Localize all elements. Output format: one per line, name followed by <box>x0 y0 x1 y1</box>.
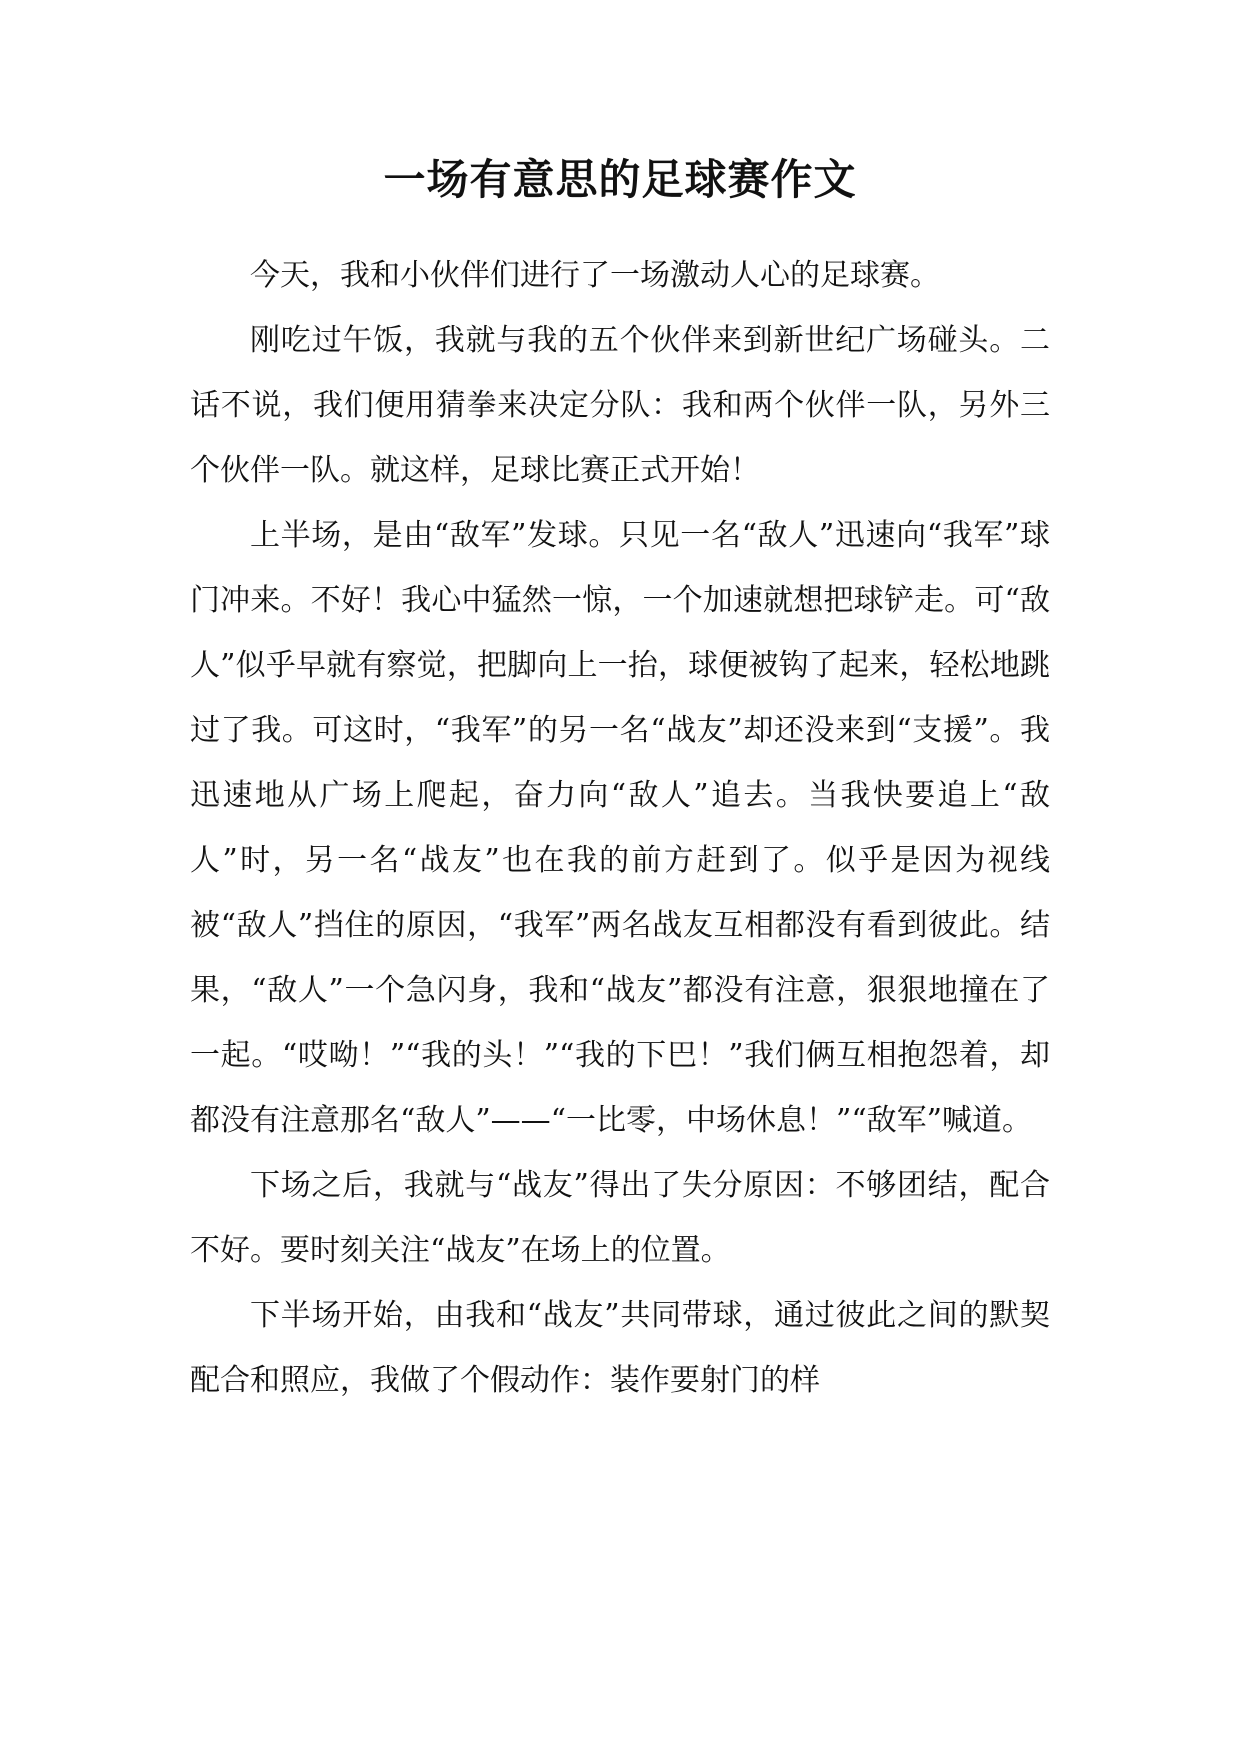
document-body <box>190 243 1050 1413</box>
paragraph-2: 刚吃过午饭，我就与我的五个伙伴来到新世纪广场碰头。二话不说，我们便用猜拳来决定分队：我和两个伙伴一队，另外三个伙伴一队。就这样，足球比赛正式开始！ <box>190 323 1050 488</box>
document-title: 一场有意思的足球赛作文 <box>383 155 857 204</box>
paragraph-5: 下半场开始，由我和“战友”共同带球，通过彼此之间的默契配合和照应，我做了个假动作：装作要射门的样 <box>190 1298 1050 1398</box>
paragraph-1: 今天，我和小伙伴们进行了一场激动人心的足球赛。 <box>250 258 940 293</box>
paragraph-4: 下场之后，我就与“战友”得出了失分原因：不够团结，配合不好。要时刻关注“战友”在场上的位置。 <box>190 1168 1050 1268</box>
paragraph-3: 上半场，是由“敌军”发球。只见一名“敌人”迅速向“我军”球门冲来。不好！我心中猛然一惊，一个加速就想把球铲走。可“敌人”似乎早就有察觉，把脚向上一抬，球便被钩了起来，轻松地跳过了我。可这时，“我军”的另一名“战友”却还没来到“支援”。我迅速地从广场上爬起，奋力向“敌人”追去。当我快要追上“敌人”时，另一名“战友”也在我的前方赶到了。似乎是因为视线被“敌人”挡住的原因，“我军”两名战友互相都没有看到彼此。结果，“敌人”一个急闪身，我和“战友”都没有注意，狠狠地撞在了一起。“哎呦！”“我的头！”“我的下巴！”我们俩互相抱怨着，却都没有注意那名“敌人”——“一比零，中场休息！”“敌军”喊道。 <box>190 518 1050 1138</box>
